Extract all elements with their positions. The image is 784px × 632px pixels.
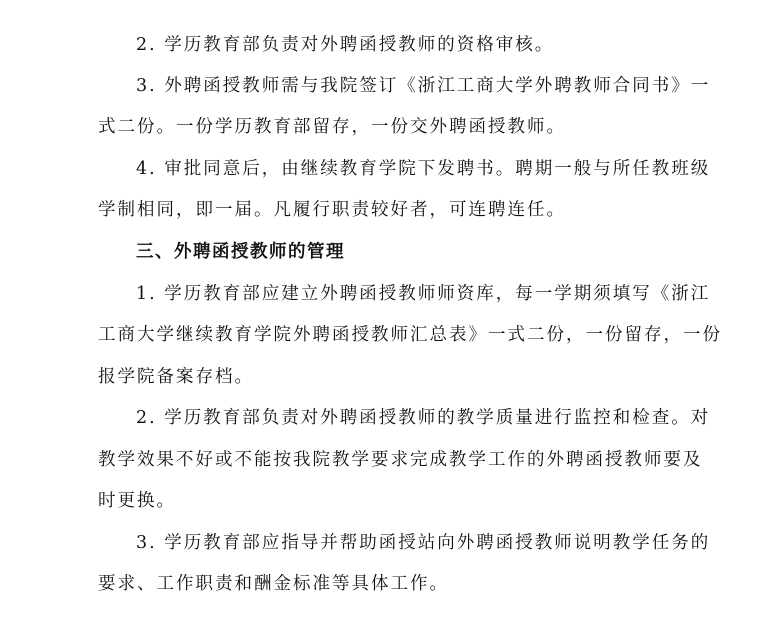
paragraph-line: 3. 学历教育部应指导并帮助函授站向外聘函授教师说明教学任务的 (136, 533, 711, 553)
paragraph-line: 时更换。 (98, 491, 176, 511)
paragraph-line: 2. 学历教育部负责对外聘函授教师的教学质量进行监控和检查。对 (136, 408, 711, 428)
paragraph-line: 学制相同，即一届。凡履行职责较好者，可连聘连任。 (98, 200, 566, 220)
paragraph-line: 要求、工作职责和酬金标准等具体工作。 (98, 574, 449, 594)
paragraph-line: 教学效果不好或不能按我院教学要求完成教学工作的外聘函授教师要及 (98, 450, 703, 470)
paragraph-line: 工商大学继续教育学院外聘函授教师汇总表》一式二份，一份留存，一份 (98, 325, 722, 345)
paragraph-line: 4. 审批同意后，由继续教育学院下发聘书。聘期一般与所任教班级 (136, 159, 711, 179)
paragraph-line: 3. 外聘函授教师需与我院签订《浙江工商大学外聘教师合同书》一 (136, 76, 711, 96)
section-heading: 三、外聘函授教师的管理 (136, 242, 345, 262)
paragraph-line: 报学院备案存档。 (98, 367, 254, 387)
paragraph-line: 2. 学历教育部负责对外聘函授教师的资格审核。 (136, 35, 555, 55)
paragraph-line: 式二份。一份学历教育部留存，一份交外聘函授教师。 (98, 117, 566, 137)
paragraph-line: 1. 学历教育部应建立外聘函授教师师资库，每一学期须填写《浙江 (136, 284, 711, 304)
